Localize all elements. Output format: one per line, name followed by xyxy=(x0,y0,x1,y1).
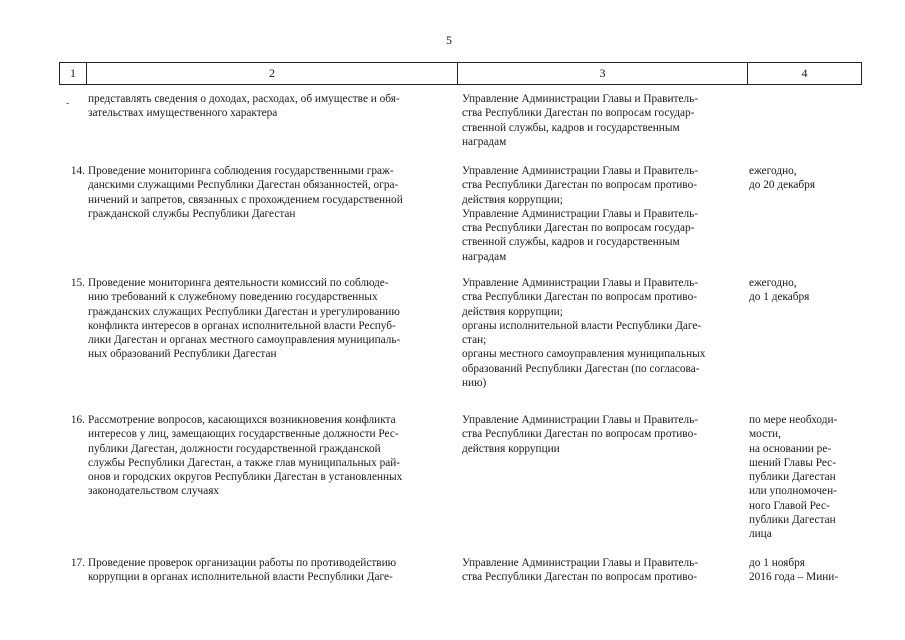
margin-dash-mark: - xyxy=(66,98,70,109)
responsible-entry: Управление Администрации Главы и Правитель- ства Республики Дагестан по вопросам противо- действия коррупции; xyxy=(462,165,699,206)
responsible-entry: органы местного самоуправления муниципальных образований Республики Дагестан (по согласова- нию) xyxy=(462,348,706,390)
responsible-entry: Управление Администрации Главы и Правитель- ства Республики Дагестан по вопросам противо- xyxy=(462,557,699,584)
row-term: ежегодно, до 1 декабря xyxy=(749,277,810,304)
row-responsible xyxy=(459,556,746,596)
row-term: ежегодно, до 20 декабря xyxy=(749,165,816,192)
row-term: по мере необходи- мости, на основании ре- шений Главы Рес- публики Дагестан или уполномочен- ного Главой Рес- публики Дагестан лица xyxy=(749,414,838,541)
row-responsible xyxy=(459,276,746,413)
header-col-2: 2 xyxy=(87,63,458,84)
row-responsible xyxy=(459,413,746,556)
table-row xyxy=(59,413,862,556)
table-row xyxy=(59,164,862,276)
row-action: Проведение мониторинга соблюдения государственными граж- данскими служащими Республики Дагестан обязанностей, огра- ничений и запретов, связанных с прохождением государственной гражданской службы Республики Дагестан xyxy=(88,165,403,220)
table-row xyxy=(59,556,862,596)
header-col-4: 4 xyxy=(801,66,808,80)
responsible-entry: Управление Администрации Главы и Правитель- ства Республики Дагестан по вопросам государ- ственной службы, кадров и государственным наградам xyxy=(462,207,699,263)
row-number: 16. xyxy=(70,414,85,426)
row-responsible xyxy=(459,164,746,276)
row-action: представлять сведения о доходах, расходах, об имуществе и обя- зательствах имущественного характера xyxy=(88,93,400,120)
row-number: 15. xyxy=(70,277,85,289)
row-action: Проведение проверок организации работы по противодействию коррупции в органах исполнительной власти Республики Даге- xyxy=(88,557,397,584)
table-body xyxy=(59,92,862,596)
row-action: Рассмотрение вопросов, касающихся возникновения конфликта интересов у лиц, замещающих государственные должности Рес- публики Дагестан, должности государственной гражданской службы Республики Дагестан, а также глав муниципальных рай- онов и городских округов Республики Дагестан в установленных законодательством случаях xyxy=(88,414,403,498)
table-row xyxy=(59,92,862,164)
page-number: 5 xyxy=(446,33,452,47)
row-number: 17. xyxy=(70,557,85,569)
responsible-entry: Управление Администрации Главы и Правитель- ства Республики Дагестан по вопросам противо- действия коррупции xyxy=(462,414,699,455)
row-number: 14. xyxy=(70,165,85,177)
header-col-3: 3 xyxy=(458,63,748,84)
row-action: Проведение мониторинга деятельности комиссий по соблюде- нию требований к служебному поведению государственных гражданских служащих Республики Дагестан и урегулированию конфликта интересов в органах исполнительной власти Респуб- лики Дагестан и органах местного самоуправления муниципаль- ных образований Республики Дагестан xyxy=(88,277,401,361)
responsible-entry: органы исполнительной власти Республики Даге- стан; xyxy=(462,319,702,347)
responsible-entry: Управление Администрации Главы и Правитель- ства Республики Дагестан по вопросам противо- действия коррупции; xyxy=(462,277,699,318)
table-row xyxy=(59,276,862,413)
row-term xyxy=(746,92,862,164)
table-header xyxy=(59,62,862,85)
row-term: до 1 ноября 2016 года – Мини- xyxy=(749,557,839,584)
responsible-entry: Управление Администрации Главы и Правитель- ства Республики Дагестан по вопросам государ- ственной службы, кадров и государственным наградам xyxy=(462,93,699,148)
row-number xyxy=(59,92,88,164)
header-col-1: 1 xyxy=(60,63,87,84)
row-responsible xyxy=(459,92,746,164)
